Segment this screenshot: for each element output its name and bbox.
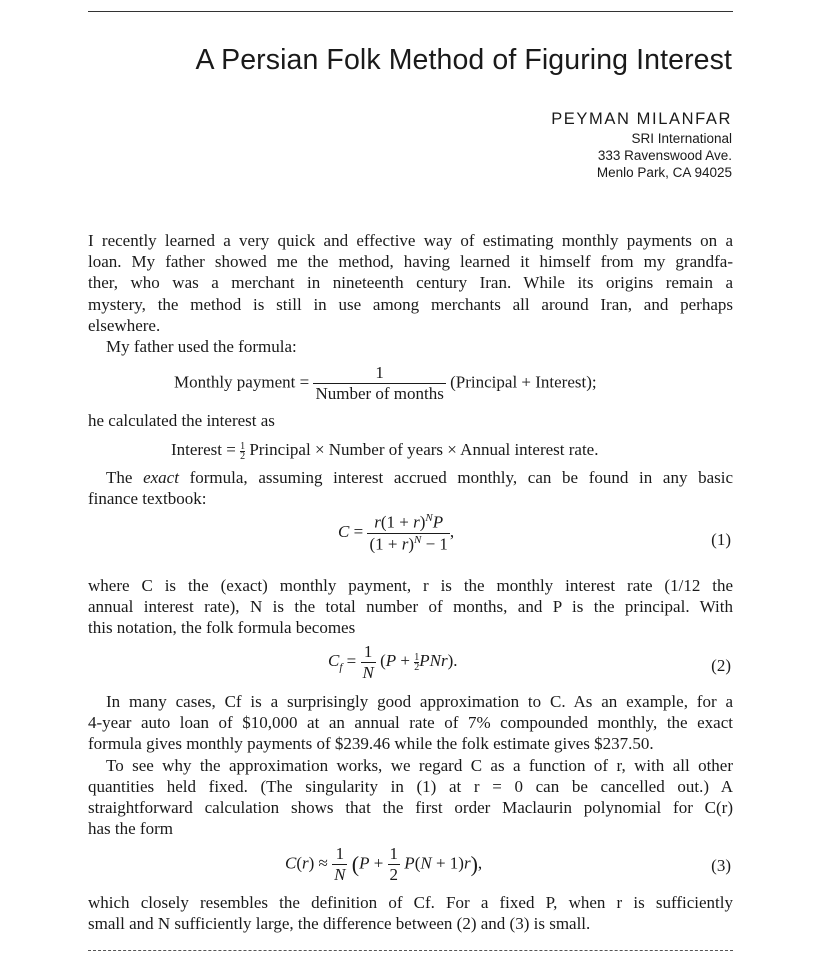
- equation-3: C(r) ≈ $\frac{1}{N}$ (P + $\frac{1}{2}$ P(N + 1)r),: [285, 844, 483, 884]
- text-line: finance textbook:: [88, 489, 207, 509]
- author-address-line1: 333 Ravenswood Ave.: [597, 148, 732, 163]
- text-line: In many cases, Cf is a surprisingly good approximation to C. As an example, for a: [106, 692, 733, 711]
- text-line: loan. My father showed me the method, having learned it himself from my grandfa-: [88, 252, 733, 272]
- text-line: where C is the (exact) monthly payment, r is the monthly interest rate (1/12 the: [88, 576, 733, 595]
- exact-paragraph: [88, 467, 733, 509]
- where-paragraph: [88, 575, 733, 639]
- text-line: he calculated the interest as: [88, 411, 275, 430]
- equation-lhs: Monthly payment =: [174, 372, 310, 392]
- text-line: To see why the approximation works, we regard C as a function of r, with all other: [106, 755, 733, 775]
- text-line: I recently learned a very quick and effective way of estimating monthly payments on a: [88, 231, 733, 250]
- fraction-numerator: 1: [375, 363, 384, 382]
- equation-fraction: $\frac{1}{N}$: [362, 642, 374, 682]
- text-line: elsewhere.: [88, 315, 161, 335]
- fraction-denominator: Number of months: [315, 384, 444, 403]
- equation-fraction: [313, 363, 445, 404]
- author-affiliation: SRI International: [631, 131, 732, 146]
- text-line: ther, who was a merchant in nineteenth century Iran. While its origins remain a: [88, 273, 733, 293]
- emphasis-exact: exact: [143, 468, 179, 487]
- text-line: small and N sufficiently large, the difference between (2) and (3) is small.: [88, 914, 591, 934]
- equation-fraction: $\frac{1}{2}$: [240, 440, 246, 462]
- equation-number-1: (1): [711, 530, 731, 549]
- text-line: The exact formula, assuming interest accrued monthly, can be found in any basic: [106, 468, 734, 487]
- equation-fraction: $\frac{r(1 + r)^NP}{(1 + r)^N - 1}$: [369, 512, 448, 554]
- equation-lhs: Interest =: [171, 440, 236, 459]
- monthly-payment-equation: [174, 363, 597, 404]
- article-title: A Persian Folk Method of Figuring Interest: [195, 44, 732, 76]
- equation-1: C = $\frac{r(1 + r)^NP}{(1 + r)^N - 1}$ ,: [338, 512, 455, 554]
- text-line: quantities held fixed. (The singularity in (1) at r = 0 can be cancelled out.) A: [88, 776, 733, 796]
- final-paragraph: [88, 892, 733, 934]
- text-line: annual interest rate), N is the total number of months, and P is the principal. With: [88, 597, 733, 617]
- text-line: has the form: [88, 819, 173, 839]
- text-line: formula gives monthly payments of $239.46 while the folk estimate gives $237.50.: [88, 734, 654, 754]
- interest-equation: [171, 440, 598, 461]
- cases-paragraph: [88, 691, 733, 839]
- author-name: PEYMAN MILANFAR: [551, 110, 732, 128]
- text-line: mystery, the method is still in use among merchants all around Iran, and perhaps: [88, 294, 733, 314]
- equation-rhs: Principal × Number of years × Annual interest rate.: [249, 440, 599, 459]
- text-line: this notation, the folk formula becomes: [88, 618, 356, 638]
- text-line: which closely resembles the definition of Cf. For a fixed P, when r is sufficiently: [88, 893, 733, 912]
- equation-fraction: $\frac{1}{N}$: [334, 844, 346, 884]
- author-address-line2: Menlo Park, CA 94025: [596, 165, 732, 180]
- equation-rhs: (Principal + Interest);: [450, 372, 597, 392]
- interest-intro: [88, 410, 733, 431]
- top-rule: [88, 11, 733, 12]
- bottom-rule: [88, 950, 733, 951]
- equation-number-3: (3): [711, 856, 731, 875]
- text-line: My father used the formula:: [106, 336, 297, 356]
- text-line: straightforward calculation shows that the first order Maclaurin polynomial for C(r): [88, 797, 733, 817]
- intro-paragraph: [88, 230, 733, 357]
- text-line: 4-year auto loan of $10,000 at an annual rate of 7% compounded monthly, the exact: [88, 713, 733, 733]
- equation-number-2: (2): [711, 656, 731, 675]
- equation-2: $C_f$ = $\frac{1}{N}$ (P + $\frac{1}{2}$ PNr).: [328, 642, 458, 682]
